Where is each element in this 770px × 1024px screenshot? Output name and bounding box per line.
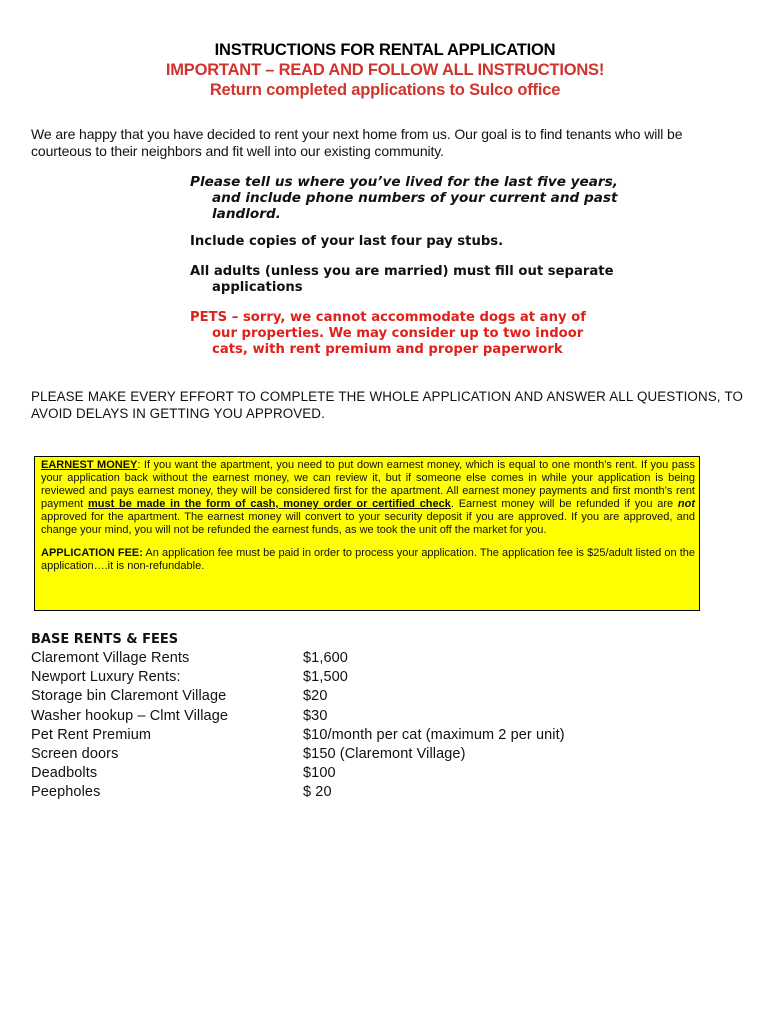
rent-item-name: Peepholes [31, 784, 101, 801]
payment-form-emphasis: must be made in the form of cash, money order or certified check [87, 498, 451, 510]
important-heading: IMPORTANT – READ AND FOLLOW ALL INSTRUCTIONS! [165, 61, 605, 79]
history-line-2: and include phone numbers of your current and past [212, 190, 618, 206]
earnest-text-1: : If you want the apartment, you need to put down earnest money, which is equal to one month’s rent. If you pass your application back without the earnest money, we can review it, but if someone else comes in while your application is being reviewed and pays earnest money, they will be considered first for the apartment. All earnest money payments and first month’s rent payment [41, 459, 695, 510]
rent-item-name: Deadbolts [31, 765, 98, 782]
earnest-text-3: approved for the apartment. The earnest money will convert to your security deposit if you are approved. If you are approved, and change your mind, you will not be refunded the earnest funds, as we took the unit off the market for you. [41, 511, 695, 536]
adults-line-1: All adults (unless you are married) must fill out separate [190, 264, 614, 279]
rent-item-value: $ 20 [303, 784, 332, 801]
rent-item-value: $150 (Claremont Village) [303, 746, 466, 763]
rent-item-value: $1,500 [303, 669, 348, 686]
rent-item-name: Newport Luxury Rents: [31, 669, 181, 686]
pets-line-2: our properties. We may consider up to two indoor [212, 326, 584, 341]
rent-item-name: Screen doors [31, 746, 119, 763]
earnest-money-label: EARNEST MONEY [41, 459, 138, 471]
rent-row [31, 745, 731, 764]
rent-row [31, 783, 731, 802]
rent-item-value: $10/month per cat (maximum 2 per unit) [303, 726, 565, 743]
rent-item-value: $100 [303, 765, 336, 782]
rent-row [31, 687, 731, 706]
history-line-1: Please tell us where you’ve lived for the last five years, [190, 174, 618, 190]
rent-item-value: $1,600 [303, 650, 348, 666]
rent-item-value: $20 [303, 688, 328, 705]
pets-line-3: cats, with rent premium and proper paperwork [212, 342, 563, 357]
rent-row [31, 668, 731, 687]
rents-list [31, 649, 731, 803]
rent-item-name: Claremont Village Rents [31, 650, 190, 666]
rent-item-name: Storage bin Claremont Village [31, 688, 227, 705]
rent-row [31, 707, 731, 726]
rent-row [31, 764, 731, 783]
title-block [0, 40, 770, 100]
rent-item-name: Washer hookup – Clmt Village [31, 707, 229, 724]
not-emphasis: not [677, 498, 696, 510]
complete-application-notice: PLEASE MAKE EVERY EFFORT TO COMPLETE THE WHOLE APPLICATION AND ANSWER ALL QUESTIONS, TO AVOID DELAYS IN GETTING YOU APPROVED. [31, 389, 743, 421]
paystubs-line: Include copies of your last four pay stubs. [190, 234, 504, 249]
earnest-money-box [34, 456, 700, 611]
rent-item-value: $30 [303, 707, 328, 724]
residence-history-note [190, 174, 630, 222]
earnest-money-paragraph [41, 459, 695, 537]
rent-row [31, 726, 731, 745]
intro-paragraph: We are happy that you have decided to rent your next home from us. Our goal is to find tenants who will be courteous to their neighbors and fit well into our existing community. [31, 126, 683, 159]
return-heading: Return completed applications to Sulco office [209, 81, 561, 99]
rent-item-name: Pet Rent Premium [31, 726, 152, 743]
rents-and-fees-section [31, 630, 731, 803]
application-fee-text: An application fee must be paid in order to process your application. The application fee is $25/adult listed on the application….it is non-refundable. [41, 547, 695, 572]
adults-line-2: applications [212, 280, 303, 295]
paystubs-note [190, 234, 630, 250]
earnest-text-2: . Earnest money will be refunded if you are [450, 498, 678, 510]
pets-line-1: PETS – sorry, we cannot accommodate dogs at any of [190, 310, 586, 325]
history-line-3: landlord. [212, 206, 281, 222]
adults-note [190, 264, 630, 296]
page-title: INSTRUCTIONS FOR RENTAL APPLICATION [214, 41, 556, 59]
application-fee-paragraph [41, 547, 695, 573]
pets-note [190, 310, 630, 358]
rent-row [31, 649, 731, 668]
application-fee-label: APPLICATION FEE: [41, 547, 143, 559]
rents-header: BASE RENTS & FEES [31, 632, 179, 647]
